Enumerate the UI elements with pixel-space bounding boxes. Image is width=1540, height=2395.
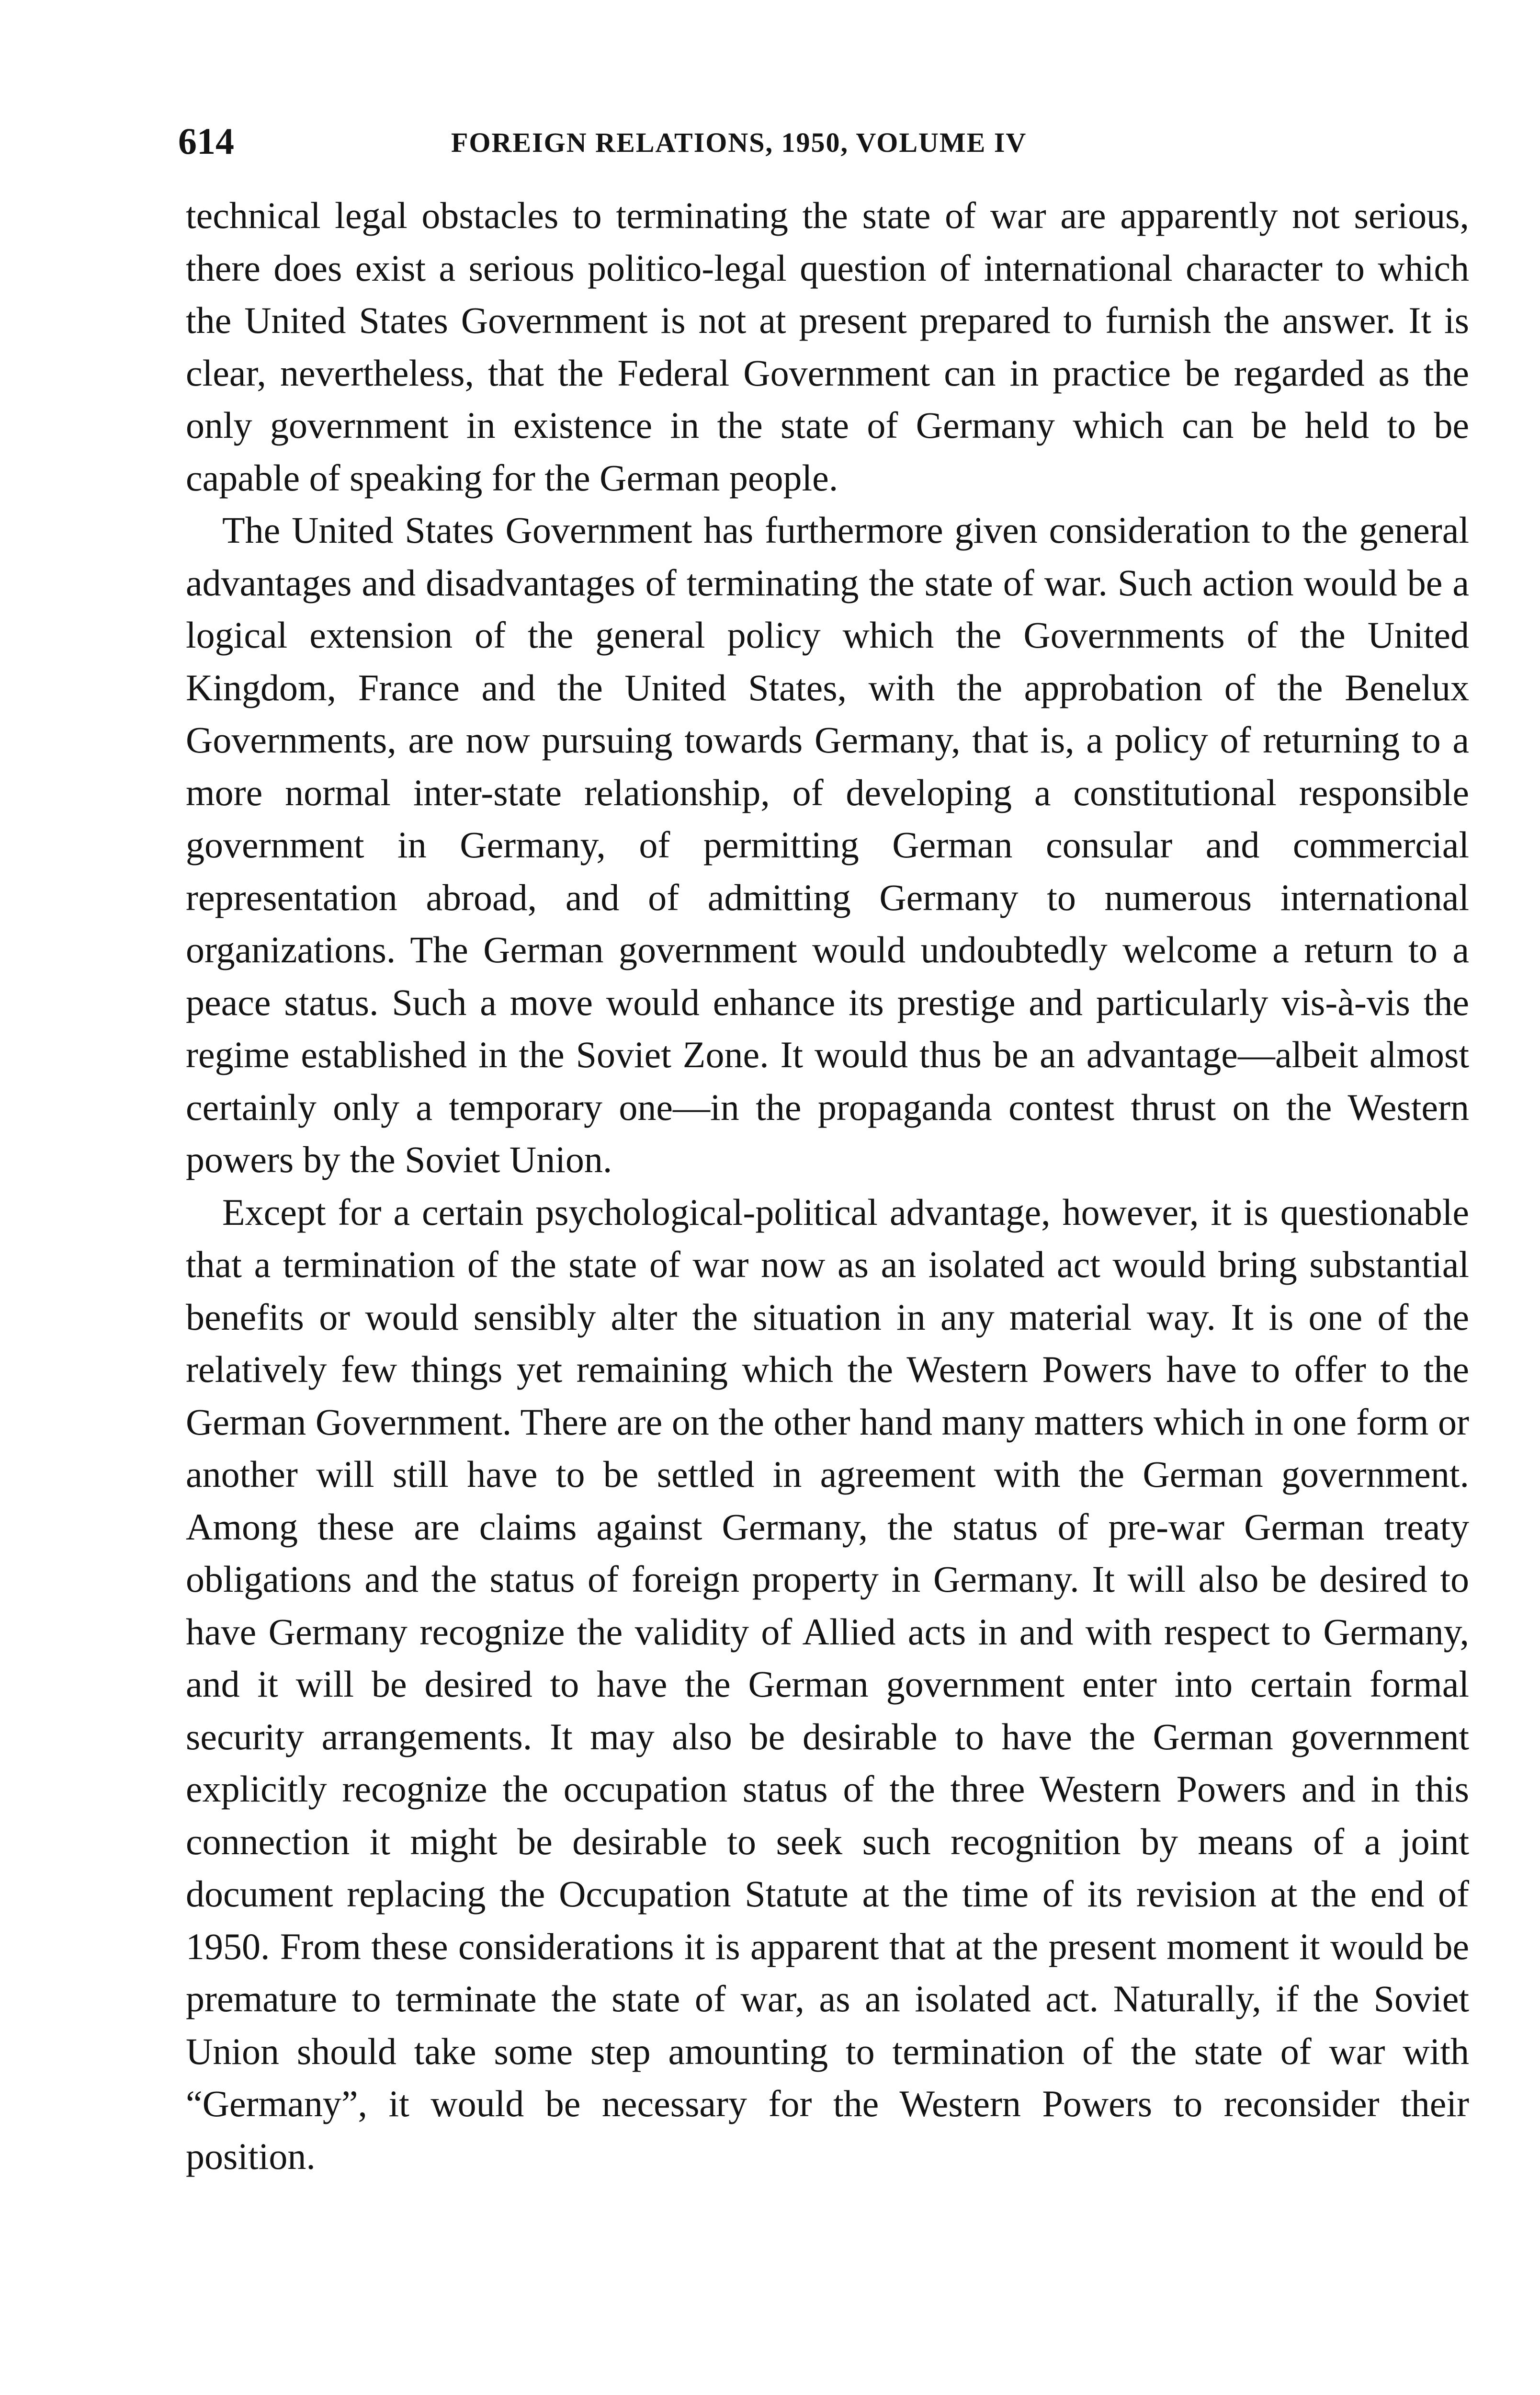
page-header (178, 115, 1471, 168)
running-head: FOREIGN RELATIONS, 1950, VOLUME IV (451, 127, 1027, 158)
paragraph-conclusion: Except for a certain psychological-political advantage, however, it is questionable that a termination of the state of war now as an isolated act would bring substantial benefits or would sensibly alter the situation in any material way. It is one of the relatively few things yet remaining which the Western Powers have to offer to the German Government. There are on the other hand many matters which in one form or another will still have to be settled in agreement with the German government. Among these are claims against Germany, the status of pre-war German treaty obligations and the status of foreign property in Germany. It will also be desired to have Germany recognize the validity of Allied acts in and with respect to Germany, and it will be desired to have the German government enter into certain formal security arrangements. It may also be desirable to have the German government explicitly recognize the occupation status of the three Western Powers and in this connection it might be desirable to seek such recognition by means of a joint document replacing the Occupation Statute at the time of its revision at the end of 1950. From these considerations it is apparent that at the present moment it would be premature to terminate the state of war, as an isolated act. Naturally, if the Soviet Union should take some step amounting to termination of the state of war with “Germany”, it would be necessary for the Western Powers to reconsider their position. (186, 1191, 1469, 2177)
paragraph-continued: technical legal obstacles to terminating the state of war are apparently not serious, there does exist a serious politico-legal question of international character to which the United States Government is not at present prepared to furnish the answer. It is clear, nevertheless, that the Federal Government can in practice be regarded as the only government in existence in the state of Germany which can be held to be capable of speaking for the German people. (186, 194, 1469, 499)
page-number: 614 (178, 120, 234, 162)
paragraph-advantages: The United States Government has furthermore given consideration to the general advantages and disadvantages of terminating the state of war. Such action would be a logical extension of the general policy which the Governments of the United Kingdom, France and the United States, with the approbation of the Benelux Governments, are now pursuing towards Germany, that is, a policy of returning to a more normal inter-state relationship, of developing a constitutional responsible government in Germany, of permitting German consular and commercial representation abroad, and of admitting Germany to numerous international organizations. The German government would undoubtedly welcome a return to a peace status. Such a move would enhance its prestige and particularly vis-à-vis the regime established in the Soviet Zone. It would thus be an advantage—albeit almost certainly only a temporary one—in the propaganda contest thrust on the Western powers by the Soviet Union. (186, 509, 1469, 1180)
document-body (186, 189, 1469, 2182)
